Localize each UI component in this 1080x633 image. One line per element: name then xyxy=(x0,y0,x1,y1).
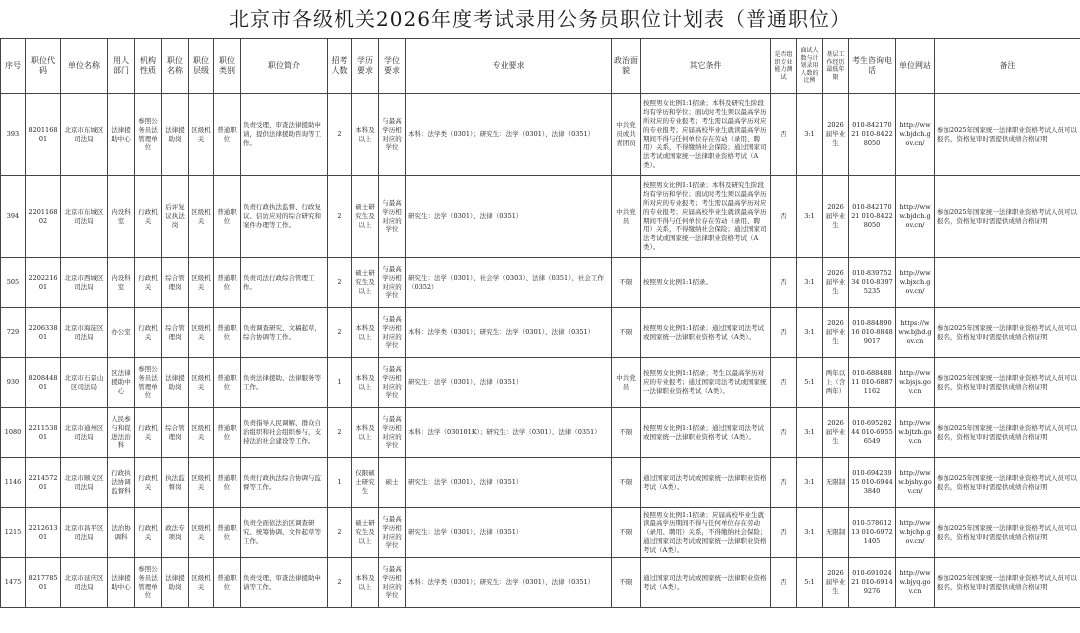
cell-other: 按照男女比例1:1招录；通过国家司法考试或国家统一法律职业资格考试（A类）。 xyxy=(641,308,771,358)
header-cell: 职位层级 xyxy=(189,39,214,94)
cell-pol: 不限 xyxy=(612,508,641,558)
cell-intro: 负责法律援助、法律服务等工作。 xyxy=(241,358,328,408)
cell-seq: 930 xyxy=(1,358,26,408)
cell-pol: 中共党员 xyxy=(612,358,641,408)
cell-phone: 010-69102421 010-69149276 xyxy=(849,558,896,608)
cell-pos: 后评复议执法岗 xyxy=(162,176,189,258)
cell-code: 220221601 xyxy=(26,258,61,308)
header-cell: 考生咨询电话 xyxy=(849,39,896,94)
table-row xyxy=(1,458,1080,508)
cell-dept: 内设科室 xyxy=(108,176,135,258)
cell-ratio: 3:1 xyxy=(797,94,823,176)
cell-test: 否 xyxy=(771,558,797,608)
header-cell: 备注 xyxy=(935,39,1080,94)
cell-note: 参加2025年国家统一法律职业资格考试人员可以报名，资格复审时需提供成绩合格证明 xyxy=(935,558,1080,608)
cell-level: 区级机关 xyxy=(189,258,214,308)
header-cell: 学历要求 xyxy=(352,39,379,94)
header-cell: 专业要求 xyxy=(406,39,612,94)
cell-exp: 2026届毕业生 xyxy=(823,94,849,176)
cell-level: 区级机关 xyxy=(189,94,214,176)
cell-phone: 010-88489016 010-88489017 xyxy=(849,308,896,358)
cell-pol: 中共党员 xyxy=(612,176,641,258)
cell-intro: 负责受理、审查法律援助申请等工作。 xyxy=(241,558,328,608)
cell-phone: 010-69423915 010-69443840 xyxy=(849,458,896,508)
cell-cat: 普通职位 xyxy=(214,308,241,358)
cell-ratio: 3:1 xyxy=(797,458,823,508)
cell-other: 按照男女比例1:1招录；应届高校毕业生就读最高学历期间不得与任何单位存在劳动（录用、聘用）关系，不得缴纳社会保险；通过国家司法考试或国家统一法律职业资格考试（A类）。 xyxy=(641,508,771,558)
cell-unit: 北京市顺义区司法局 xyxy=(61,458,108,508)
cell-unit: 北京市昌平区司法局 xyxy=(61,508,108,558)
cell-other: 通过国家司法考试或国家统一法律职业资格考试（A类）。 xyxy=(641,458,771,508)
cell-major: 研究生：法学（0301）、法律（0351） xyxy=(406,358,612,408)
cell-dept: 法律援助中心 xyxy=(108,94,135,176)
header-cell: 用人部门 xyxy=(108,39,135,94)
cell-degree: 与最高学历相对应的学位 xyxy=(379,94,406,176)
cell-ratio: 3:1 xyxy=(797,258,823,308)
cell-pos: 综合管理岗 xyxy=(162,258,189,308)
cell-note: 参加2025年国家统一法律职业资格考试人员可以报名，资格复审时需提供成绩合格证明 xyxy=(935,408,1080,458)
cell-seq: 505 xyxy=(1,258,26,308)
cell-intro: 负责受理、审查法律援助申请，提供法律援助咨询等工作。 xyxy=(241,94,328,176)
header-cell: 职位名称 xyxy=(162,39,189,94)
cell-test: 否 xyxy=(771,408,797,458)
cell-num: 2 xyxy=(328,94,352,176)
cell-major: 研究生：法学（0301）、社会学（0303）、法律（0351）、社会工作（0352） xyxy=(406,258,612,308)
header-cell: 职位简介 xyxy=(241,39,328,94)
cell-code: 221457201 xyxy=(26,458,61,508)
cell-nature: 行政机关 xyxy=(135,176,162,258)
cell-other: 按照男女比例1:1招录；本科及研究生阶段均有学历和学位；面试时考生须以最高学历所对应的专业报考；考生需以最高学历对应的专业报考；应届高校毕业生就读最高学历期间不得与任何单位存在劳动（录用、聘用）关系，不得缴纳社会保险；通过国家司法考试或国家统一法律职业资格考试（A类）。 xyxy=(641,176,771,258)
cell-cat: 普通职位 xyxy=(214,458,241,508)
cell-ratio: 5:1 xyxy=(797,358,823,408)
cell-dept: 办公室 xyxy=(108,308,135,358)
cell-level: 区级机关 xyxy=(189,408,214,458)
table-row xyxy=(1,258,1080,308)
cell-exp: 2026届毕业生 xyxy=(823,558,849,608)
cell-test: 否 xyxy=(771,358,797,408)
cell-note: 参加2025年国家统一法律职业资格考试人员可以报名，资格复审时需提供成绩合格证明 xyxy=(935,308,1080,358)
cell-degree: 与最高学历相对应的学位 xyxy=(379,558,406,608)
cell-pos: 综合管理岗 xyxy=(162,408,189,458)
cell-intro: 负责司法行政综合管理工作。 xyxy=(241,258,328,308)
cell-phone: 010-68848811 010-68871162 xyxy=(849,358,896,408)
cell-edu: 本科及以上 xyxy=(352,358,379,408)
cell-nature: 行政机关 xyxy=(135,458,162,508)
cell-site[interactable]: http://www.bjyq.gov.cn xyxy=(896,558,935,608)
cell-site[interactable]: http://www.bjxch.gov.cn/ xyxy=(896,258,935,308)
cell-degree: 与最高学历相对应的学位 xyxy=(379,408,406,458)
cell-code: 220116802 xyxy=(26,176,61,258)
cell-exp: 2026届毕业生 xyxy=(823,176,849,258)
cell-code: 820844801 xyxy=(26,358,61,408)
table-row xyxy=(1,358,1080,408)
cell-num: 2 xyxy=(328,508,352,558)
cell-test: 否 xyxy=(771,258,797,308)
cell-dept: 行政执法协调监督科 xyxy=(108,458,135,508)
cell-phone: 010-84217021 010-84228050 xyxy=(849,176,896,258)
cell-degree: 与最高学历相对应的学位 xyxy=(379,508,406,558)
cell-nature: 行政机关 xyxy=(135,258,162,308)
cell-edu: 硕士研究生及以上 xyxy=(352,258,379,308)
cell-pos: 政法专项岗 xyxy=(162,508,189,558)
cell-major: 本科：法学（030101K）；研究生：法学（0301）、法律（0351） xyxy=(406,408,612,458)
cell-seq: 1146 xyxy=(1,458,26,508)
cell-note: 参加2025年国家统一法律职业资格考试人员可以报名，资格复审时需提供成绩合格证明 xyxy=(935,176,1080,258)
cell-cat: 普通职位 xyxy=(214,408,241,458)
cell-unit: 北京市通州区司法局 xyxy=(61,408,108,458)
cell-edu: 本科及以上 xyxy=(352,94,379,176)
cell-note xyxy=(935,258,1080,308)
cell-pos: 法律援助岗 xyxy=(162,358,189,408)
cell-level: 区级机关 xyxy=(189,358,214,408)
cell-nature: 行政机关 xyxy=(135,408,162,458)
cell-num: 2 xyxy=(328,408,352,458)
cell-site[interactable]: http://www.bjdch.gov.cn/ xyxy=(896,94,935,176)
table-row xyxy=(1,176,1080,258)
position-table xyxy=(0,38,1080,608)
cell-site[interactable]: http://www.bjtzh.gov.cn xyxy=(896,408,935,458)
cell-ratio: 3:1 xyxy=(797,176,823,258)
cell-intro: 负责指导人民调解、群众自治组织和社会组织参与，支持法治社会建设等工作。 xyxy=(241,408,328,458)
cell-test: 否 xyxy=(771,176,797,258)
cell-seq: 1215 xyxy=(1,508,26,558)
header-cell: 单位网站 xyxy=(896,39,935,94)
cell-num: 2 xyxy=(328,558,352,608)
cell-site[interactable]: https://www.bjhd.gov.cn xyxy=(896,308,935,358)
cell-nature: 行政机关 xyxy=(135,308,162,358)
cell-major: 研究生：法学（0301）、法律（0351） xyxy=(406,176,612,258)
cell-code: 820116801 xyxy=(26,94,61,176)
cell-exp: 2026届毕业生 xyxy=(823,258,849,308)
cell-seq: 1475 xyxy=(1,558,26,608)
cell-unit: 北京市东城区司法局 xyxy=(61,176,108,258)
cell-cat: 普通职位 xyxy=(214,176,241,258)
table-row xyxy=(1,94,1080,176)
cell-dept: 法治协调科 xyxy=(108,508,135,558)
cell-cat: 普通职位 xyxy=(214,508,241,558)
cell-ratio: 3:1 xyxy=(797,408,823,458)
table-row xyxy=(1,408,1080,458)
cell-edu: 本科及以上 xyxy=(352,308,379,358)
cell-code: 220633801 xyxy=(26,308,61,358)
cell-nature: 参照公务员法管理单位 xyxy=(135,94,162,176)
cell-cat: 普通职位 xyxy=(214,94,241,176)
cell-dept: 区法律援助中心 xyxy=(108,358,135,408)
cell-level: 区级机关 xyxy=(189,176,214,258)
cell-cat: 普通职位 xyxy=(214,558,241,608)
cell-test: 否 xyxy=(771,458,797,508)
cell-ratio: 5:1 xyxy=(797,558,823,608)
header-cell: 招考人数 xyxy=(328,39,352,94)
cell-exp: 2026届毕业生 xyxy=(823,408,849,458)
cell-pol: 不限 xyxy=(612,308,641,358)
cell-dept: 内设科室 xyxy=(108,258,135,308)
cell-major: 本科：法学类（0301）；研究生：法学（0301）、法律（0351） xyxy=(406,94,612,176)
cell-test: 否 xyxy=(771,94,797,176)
cell-pol: 不限 xyxy=(612,558,641,608)
cell-seq: 1080 xyxy=(1,408,26,458)
header-cell: 单位名称 xyxy=(61,39,108,94)
cell-code: 821778501 xyxy=(26,558,61,608)
cell-seq: 393 xyxy=(1,94,26,176)
header-cell: 其它条件 xyxy=(641,39,771,94)
cell-degree: 与最高学历相对应的学位 xyxy=(379,258,406,308)
cell-dept: 人民参与和促进法治科 xyxy=(108,408,135,458)
cell-degree: 与最高学历相对应的学位 xyxy=(379,308,406,358)
cell-major: 研究生：法学（0301）、法律（0351） xyxy=(406,458,612,508)
cell-degree: 硕士 xyxy=(379,458,406,508)
cell-unit: 北京市东城区司法局 xyxy=(61,94,108,176)
cell-degree: 与最高学历相对应的学位 xyxy=(379,176,406,258)
cell-note: 参加2025年国家统一法律职业资格考试人员可以报名，资格复审时需提供成绩合格证明 xyxy=(935,358,1080,408)
cell-pol: 中共党员或共青团员 xyxy=(612,94,641,176)
cell-phone: 010-57861213 010-69721405 xyxy=(849,508,896,558)
cell-dept: 法律援助中心 xyxy=(108,558,135,608)
header-cell: 是否组织专业能力测试 xyxy=(771,39,797,94)
page-title: 北京市各级机关2026年度考试录用公务员职位计划表（普通职位） xyxy=(229,7,851,31)
cell-edu: 仅限硕士研究生 xyxy=(352,458,379,508)
table-row xyxy=(1,308,1080,358)
cell-edu: 硕士研究生及以上 xyxy=(352,508,379,558)
header-cell: 职位类别 xyxy=(214,39,241,94)
cell-edu: 硕士研究生及以上 xyxy=(352,176,379,258)
cell-intro: 负责行政执法综合协调与监督等工作。 xyxy=(241,458,328,508)
cell-num: 2 xyxy=(328,176,352,258)
cell-pol: 不限 xyxy=(612,408,641,458)
cell-phone: 010-83975234 010-83975235 xyxy=(849,258,896,308)
cell-unit: 北京市石景山区司法局 xyxy=(61,358,108,408)
header-cell: 政治面貌 xyxy=(612,39,641,94)
cell-unit: 北京市延庆区司法局 xyxy=(61,558,108,608)
cell-pos: 执法监督岗 xyxy=(162,458,189,508)
cell-num: 1 xyxy=(328,358,352,408)
cell-other: 通过国家司法考试或国家统一法律职业资格考试（A类）。 xyxy=(641,558,771,608)
cell-degree: 与最高学历相对应的学位 xyxy=(379,358,406,408)
cell-pos: 综合管理岗 xyxy=(162,308,189,358)
cell-seq: 729 xyxy=(1,308,26,358)
cell-pos: 法律援助岗 xyxy=(162,558,189,608)
cell-exp: 两年以上（含两年） xyxy=(823,358,849,408)
cell-other: 按照男女比例1:1招录；考生以最高学历对应的专业报考；通过国家司法考试或国家统一法律职业资格考试（A类）。 xyxy=(641,358,771,408)
header-cell: 机构性质 xyxy=(135,39,162,94)
cell-other: 按照男女比例1:1招录；通过国家司法考试或国家统一法律职业资格考试（A类）。 xyxy=(641,408,771,458)
cell-intro: 负责全面依法治区调查研究、统筹协调、文件起草等工作。 xyxy=(241,508,328,558)
table-row xyxy=(1,508,1080,558)
cell-pos: 法律援助岗 xyxy=(162,94,189,176)
cell-nature: 行政机关 xyxy=(135,508,162,558)
cell-exp: 无限制 xyxy=(823,508,849,558)
cell-note: 参加2025年国家统一法律职业资格考试人员可以报名，资格复审时需提供成绩合格证明 xyxy=(935,508,1080,558)
header-cell: 面试人数与计划录用人数的比例 xyxy=(797,39,823,94)
cell-level: 区级机关 xyxy=(189,558,214,608)
cell-site[interactable]: http://www.bjshy.gov.cn/ xyxy=(896,458,935,508)
cell-site[interactable]: http://www.bjdch.gov.cn/ xyxy=(896,176,935,258)
cell-num: 2 xyxy=(328,258,352,308)
cell-intro: 负责行政执法监督、行政复议、信访应对的综合研究和案件办理等工作。 xyxy=(241,176,328,258)
cell-major: 本科：法学类（0301）；研究生：法学（0301）、法律（0351） xyxy=(406,558,612,608)
cell-site[interactable]: http://www.bjsjs.gov.cn xyxy=(896,358,935,408)
cell-unit: 北京市海淀区司法局 xyxy=(61,308,108,358)
header-cell: 职位代码 xyxy=(26,39,61,94)
cell-cat: 普通职位 xyxy=(214,258,241,308)
cell-num: 2 xyxy=(328,308,352,358)
cell-pol: 不限 xyxy=(612,258,641,308)
cell-level: 区级机关 xyxy=(189,458,214,508)
cell-major: 本科：法学类（0301）；研究生：法学（0301）、法律（0351） xyxy=(406,308,612,358)
cell-cat: 普通职位 xyxy=(214,358,241,408)
header-cell: 序号 xyxy=(1,39,26,94)
cell-code: 221261301 xyxy=(26,508,61,558)
cell-ratio: 3:1 xyxy=(797,308,823,358)
cell-code: 221153801 xyxy=(26,408,61,458)
table-row xyxy=(1,558,1080,608)
cell-test: 否 xyxy=(771,508,797,558)
cell-major: 研究生：法学（0301）、法律（0351） xyxy=(406,508,612,558)
cell-num: 1 xyxy=(328,458,352,508)
header-row xyxy=(1,39,1080,94)
cell-seq: 394 xyxy=(1,176,26,258)
cell-unit: 北京市西城区司法局 xyxy=(61,258,108,308)
cell-site[interactable]: http://www.bjchp.gov.cn/ xyxy=(896,508,935,558)
header-cell: 学位要求 xyxy=(379,39,406,94)
cell-exp: 无限制 xyxy=(823,458,849,508)
cell-edu: 本科及以上 xyxy=(352,408,379,458)
cell-note: 参加2025年国家统一法律职业资格考试人员可以报名，资格复审时需提供成绩合格证明 xyxy=(935,458,1080,508)
cell-phone: 010-69528244 010-69556549 xyxy=(849,408,896,458)
cell-phone: 010-84217021 010-84228050 xyxy=(849,94,896,176)
cell-note: 参加2025年国家统一法律职业资格考试人员可以报名，资格复审时需提供成绩合格证明 xyxy=(935,94,1080,176)
cell-ratio: 3:1 xyxy=(797,508,823,558)
cell-level: 区级机关 xyxy=(189,508,214,558)
cell-intro: 负责调查研究、文稿起草，综合协调等工作。 xyxy=(241,308,328,358)
cell-other: 按照男女比例1:1招录。 xyxy=(641,258,771,308)
cell-other: 按照男女比例1:1招录；本科及研究生阶段均有学历和学位；面试时考生须以最高学历所对应的专业报考；考生需以最高学历对应的专业报考；应届高校毕业生就读最高学历期间不得与任何单位存在劳动（录用、聘用）关系，不得缴纳社会保险；通过国家司法考试或国家统一法律职业资格考试（A类）。 xyxy=(641,94,771,176)
cell-test: 否 xyxy=(771,308,797,358)
header-cell: 基层工作经历最低年限 xyxy=(823,39,849,94)
cell-exp: 2026届毕业生 xyxy=(823,308,849,358)
cell-nature: 参照公务员法管理单位 xyxy=(135,558,162,608)
cell-nature: 参照公务员法管理单位 xyxy=(135,358,162,408)
cell-level: 区级机关 xyxy=(189,308,214,358)
cell-edu: 本科及以上 xyxy=(352,558,379,608)
cell-pol: 不限 xyxy=(612,458,641,508)
